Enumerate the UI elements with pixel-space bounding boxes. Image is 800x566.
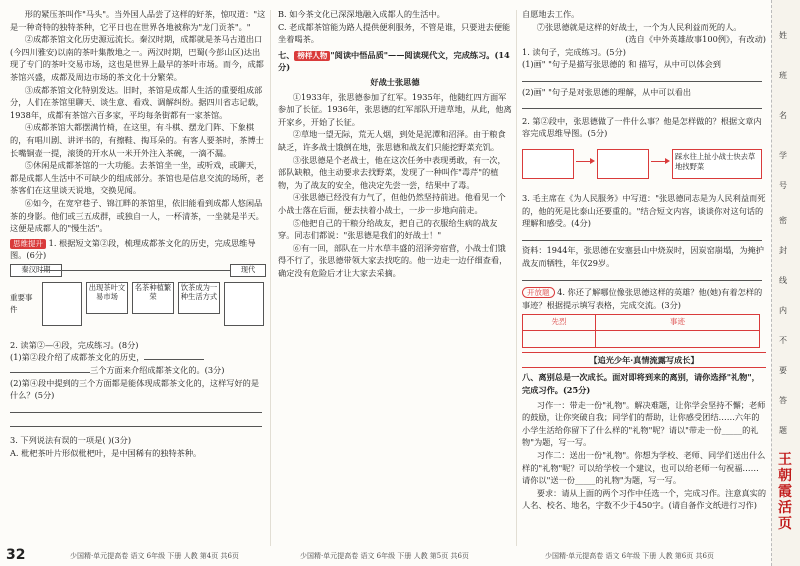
timeline-arrow <box>40 270 262 271</box>
side-label: 内 <box>779 306 787 315</box>
timeline-diagram <box>10 264 266 336</box>
answer-line[interactable] <box>522 71 762 82</box>
writing-option-2: 习作二：送出一份"礼物"。你想为学校、老师、同学们送出什么样的"礼物"呢？可以给学校一个建议，也可以给老师一句祝福……请你以"送一份_____的礼物"为题，写一写。 <box>522 450 766 486</box>
footer: 少国精·单元提高卷 语文 6年级 下册 人教 第5页 共6页 <box>300 552 469 560</box>
flow-end-box: 踩水往上扯小战士快去草地找野菜 <box>672 149 762 179</box>
role-model-tag: 榜样人物 <box>294 51 330 61</box>
question-1b: (2)画" "句子是对张思德的理解，从中可以看出 <box>522 86 692 97</box>
source-note: (选自《中外英雄故事100例》，有改动) <box>625 34 766 45</box>
paragraph: ④成都茶馆大都摆满竹椅，在这里，有斗棋、摆龙门阵、下象棋的，有唱川剧、讲评书的，有擦鞋、掏耳朵的。有客人要茶时，茶博士长嘴铜壶一提，滚烫的开水从一米开外注入茶碗，一滴不漏。 <box>10 122 264 158</box>
table-header: 先烈 <box>523 315 596 331</box>
paragraph: ①1933年，张思德参加了红军。1935年，他随红四方面军参加了长征。1936年，张思德的红军部队开进草地，从此，他离开家乡，开始了长征。 <box>278 91 512 127</box>
question-3: 3. 毛主席在《为人民服务》中写道："张思德同志是为人民利益而死的，他的死是比泰山还要重的。"结合短文内容，谈谈你对这句话的理解和感受。(4分) <box>522 192 766 229</box>
question-2a: (1)第②段介绍了成都茶文化的历史， <box>10 351 266 364</box>
table-header: 事迹 <box>596 315 760 331</box>
answer-line[interactable] <box>10 372 90 373</box>
side-label: 题 <box>779 426 787 435</box>
question-4: 开放题 4. 你还了解哪位像张思德这样的英雄？他(她)有着怎样的事迹？根据提示填写表格，完成交流。(3分) <box>522 287 763 310</box>
paragraph: ④张思德已经没有力气了，但他仍然坚持前进。他看见一个小战士落在后面，便去扶着小战士，一步一步地向前走。 <box>278 192 506 215</box>
answer-line[interactable] <box>10 416 262 427</box>
section-7-heading: 七、 榜样人物 "阅读中悟品质"——阅读现代文，完成练习。(14分) <box>278 49 510 73</box>
paragraph: ②成都茶馆文化历史源远流长。秦汉时期，成都就是茶马古道出口(今四川雅安)以南的茶叶集散地之一。两汉时期，巴蜀(今彭山区)达出现了专门的茶叶交易市场，这也是世界上最早的茶叶市场。而今，成都茶馆兴盛，成都及周边市场的茶文化十分繁荣。 <box>10 34 264 82</box>
reference-note: 资料：1944年，张思德在安塞县山中烧炭时，因炭窑崩塌，为掩护战友而牺牲，年仅29岁。 <box>522 245 764 268</box>
answer-line[interactable] <box>522 270 762 281</box>
article-title: 好战士张思德 <box>370 76 420 87</box>
question-1a: (1)画" "句子是描写张思德的 和 描写，从中可以体会到 <box>522 59 721 70</box>
column-middle <box>278 8 512 279</box>
answer-box[interactable] <box>224 282 264 326</box>
timeline-start: 秦汉时期 <box>10 264 62 277</box>
hero-table <box>522 314 760 348</box>
section-banner: 【追光少年·真情流露写成长】 <box>522 352 766 369</box>
timeline-end: 现代 <box>230 264 266 277</box>
option-a: A. 枇杷茶叶片形似枇杷叶，是中国稀有的独特茶种。 <box>10 447 202 458</box>
paragraph: ③成都茶馆文化特别发达。旧时，茶馆是成都人生活的重要组成部分，人们在茶馆里聊天、谈生意、看戏、调解纠纷。据四川省志记载，1938年，成都有茶馆六百多家，平均每条街都有一家茶馆。 <box>10 84 264 120</box>
side-label: 号 <box>779 181 787 190</box>
side-label: 姓 <box>779 31 787 40</box>
side-label: 密 <box>779 216 787 225</box>
answer-line[interactable] <box>144 359 204 360</box>
binding-strip <box>771 0 800 566</box>
answer-line[interactable] <box>522 98 762 109</box>
answer-box[interactable] <box>42 282 82 326</box>
paragraph: ⑤他把自己的干粮分给战友，把自己的衣服给生病的战友穿。同志们都说："张思德是我们的好战士！" <box>278 217 498 241</box>
side-label: 答 <box>779 396 787 405</box>
question-1: 1. 读句子，完成练习。(5分) <box>522 46 626 57</box>
paragraph: 形的紧压茶叫作"马头"。当外国人品尝了这样的好茶，惊叹道："这是一种奇特的独特茶种，它平日也在世界各地被称为"龙门贡茶"。" <box>10 9 266 32</box>
flow-diagram <box>522 143 766 189</box>
option-b: B. 如今茶文化已深深地融入成都人的生活中。 <box>278 9 445 19</box>
paragraph: ⑥如今，在宽窄巷子、锦江畔的茶馆里，依旧能看到成都人悠闲品茶的身影。他们或三五成群，或独自一人，一杯清茶，一坐就是半天。这便是成都人的"慢生活"。 <box>10 197 264 234</box>
arrow-head-icon <box>665 158 670 164</box>
side-label: 班 <box>779 71 787 80</box>
question-1 <box>10 237 266 262</box>
writing-requirements: 要求：请从上面的两个习作中任选一个，完成习作。注意真实的人名、校名、地名，字数不少于450字。(请自备作文纸进行习作) <box>522 487 767 511</box>
arrow-head-icon <box>590 158 595 164</box>
answer-line[interactable] <box>10 402 262 413</box>
event-box: 名茶种植繁荣 <box>132 282 174 314</box>
section-8-heading: 八、离别总是一次成长。面对即将到来的离别，请你选择"礼物"，完成习作。(25分) <box>522 372 760 396</box>
column-left <box>10 8 266 459</box>
paragraph: ③张思德是个老战士，他在这次任务中表现勇敢，有一次，部队缺粮，他主动要求去找野菜，发现了一种叫作"毒芹"的植物，为了战友的安全，他决定先尝一尝，结果中了毒。 <box>278 154 506 190</box>
question-2: 2. 第②段中，张思德做了一件什么事？他是怎样做的？根据文章内容完成思维导图。(5分) <box>522 115 762 139</box>
event-box: 饮茶成为一种生活方式 <box>178 282 220 314</box>
question-2c: (2)第④段中提到的三个方面都是能体现成都茶文化的，这样写好的是什么？(5分) <box>10 377 260 401</box>
thinking-tag: 思维提升 <box>10 239 46 249</box>
question-3: 3. 下列说法有误的一项是( )(3分) <box>10 435 132 446</box>
event-box: 出现茶叶文易市场 <box>86 282 128 314</box>
answer-line[interactable] <box>522 230 762 241</box>
question-2b: 三个方面来介绍成都茶文化的。(3分) <box>10 364 266 377</box>
option-c: C. 老成都茶馆能为路人提供便利服务，不管是谁，只要进去便能坐着喝茶。 <box>278 21 511 45</box>
question-2: 2. 读第②—④段，完成练习。(8分) <box>10 339 139 350</box>
table-cell[interactable] <box>523 330 596 347</box>
answer-box[interactable] <box>597 149 649 179</box>
answer-box[interactable] <box>522 149 574 179</box>
question-text: 1. 根据短文第②段，梳理成都茶文化的历史，完成思维导图。(6分) <box>10 237 256 261</box>
column-right <box>522 8 766 512</box>
paragraph: ②草地一望无际，荒无人烟，到处是泥潭和沼泽。由于粮食缺乏，许多战士饿倒在地，张思德和战友们只能挖野菜充饥。 <box>278 129 506 152</box>
paragraph: 自愿地去工作。 <box>522 9 580 19</box>
column-divider <box>270 10 271 546</box>
table-cell[interactable] <box>596 330 760 347</box>
open-question-pill: 开放题 <box>522 287 555 298</box>
brand-logo: 王朝霞活页 <box>778 452 792 532</box>
side-label: 线 <box>779 276 787 285</box>
column-divider <box>516 10 517 546</box>
side-label: 不 <box>779 336 787 345</box>
footer: 少国精·单元提高卷 语文 6年级 下册 人教 第6页 共6页 <box>545 552 714 560</box>
side-label: 学 <box>779 151 787 160</box>
footer: 少国精·单元提高卷 语文 6年级 下册 人教 第4页 共6页 <box>70 552 239 560</box>
timeline-row-label: 重要事件 <box>10 292 33 315</box>
side-label: 名 <box>779 111 787 120</box>
writing-option-1: 习作一：带走一份"礼物"。解决难题，让你学会坚持不懈；老师的鼓励，让你突破自我；同学们的帮助，让你感受团结……六年的小学生活给你留下了什么样的"礼物"呢？请以"带走一份_____的礼物"为题，写一写。 <box>522 399 766 448</box>
page-number: 32 <box>6 547 26 563</box>
paragraph: ⑦张思德就是这样的好战士，一个为人民利益而死的人。 <box>536 21 742 32</box>
paragraph: ⑤休闲是成都茶馆的一大功能。去茶馆坐一坐，或听戏，或聊天，都是成都人生活中不可缺少的组成部分。茶馆也是信息交流的场所，老茶客们在这里谈天说地，交换见闻。 <box>10 160 264 196</box>
side-label: 要 <box>779 366 787 375</box>
side-label: 封 <box>779 246 787 255</box>
paragraph: ⑥有一回，部队在一片水草丰盛的沼泽旁宿营，小战士们饿得不行了，张思德带领大家去找吃的。他一边走一边仔细查看，确定没有危险后才让大家去采摘。 <box>278 242 508 278</box>
